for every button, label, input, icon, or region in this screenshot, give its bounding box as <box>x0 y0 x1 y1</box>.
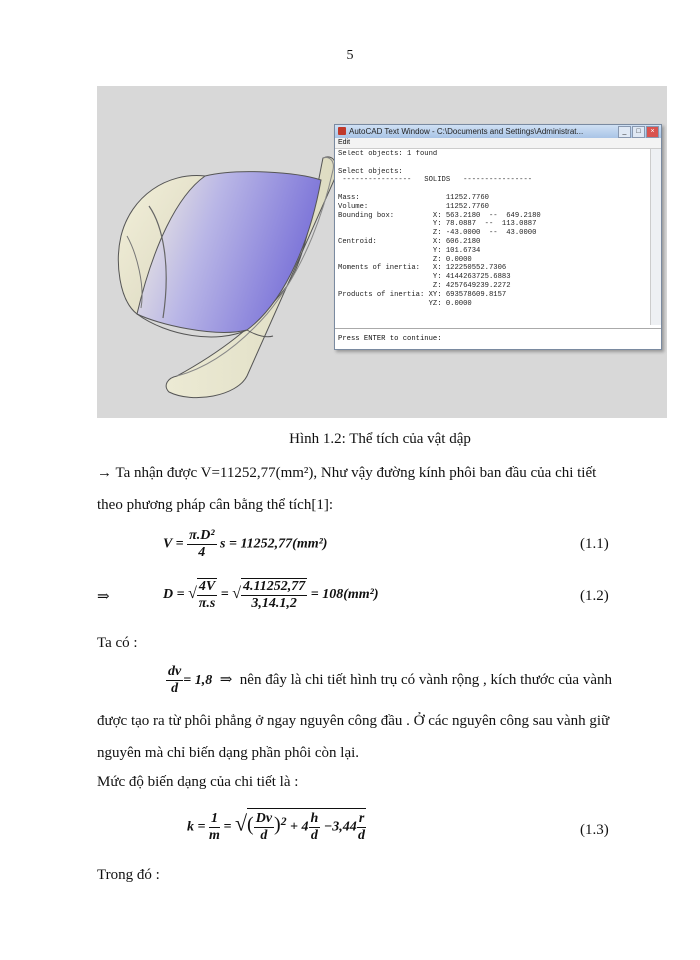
equation-1-3: k = $\frac{1}{m}$ = √( $\frac{Dv}{d}$ )$^2$ + 4 $\frac{h}{d}$ −3,44 $\frac{r}{d}$ <box>187 808 366 844</box>
cad-output-line <box>338 159 646 168</box>
equation-number-1-2: (1.2) <box>580 588 609 604</box>
text-output <box>338 150 646 324</box>
ratio-line: $\frac{dv}{d}$ = 1,8 ⇒ nên đây là chi tiết hình trụ có vành rộng , kích thước của vành <box>168 664 612 696</box>
cad-output-line: Volume: 11252.7760 <box>338 202 489 211</box>
minimize-icon[interactable]: _ <box>618 126 631 138</box>
cad-output-line: Centroid: X: 606.2180 <box>338 237 481 246</box>
page-number: 5 <box>346 48 354 63</box>
cad-output-line: Bounding box: X: 563.2180 -- 649.2180 <box>338 211 541 220</box>
para2-line1: được tạo ra từ phôi phẳng ở ngay nguyên công đầu . Ở các nguyên công sau vành giữ <box>97 713 610 729</box>
cad-output-line: Z: -43.0000 -- 43.0000 <box>338 229 537 238</box>
cad-output-line: Mass: 11252.7760 <box>338 193 489 202</box>
figure-caption: Hình 1.2: Thể tích của vật dập <box>289 431 471 447</box>
autocad-text-window <box>334 124 662 350</box>
figure-cad-screenshot <box>97 86 667 418</box>
implies-arrow: ⇒ <box>97 589 110 605</box>
para3: Mức độ biến dạng của chi tiết là : <box>97 774 299 790</box>
equation-number-1-3: (1.3) <box>580 822 609 838</box>
scrollbar[interactable] <box>650 149 661 325</box>
command-prompt[interactable]: Press ENTER to continue: <box>335 328 661 349</box>
para2-line2: nguyên mà chỉ biến dạng phần phôi còn lại. <box>97 745 360 761</box>
trong-do-text: Trong đó : <box>97 867 160 883</box>
cad-output-line: YZ: 0.0000 <box>338 299 472 308</box>
equation-1-2: D = √ $\frac{4V}{\pi.s}$ = √ $\frac{4.11252,77}{3,14.1,2}$ = 108(mm²) <box>163 579 379 611</box>
autocad-app-icon <box>338 127 346 135</box>
cad-output-line: Z: 4257649239.2272 <box>338 281 511 290</box>
maximize-icon[interactable]: □ <box>632 126 645 138</box>
cad-output-line: Select objects: <box>338 167 403 176</box>
window-titlebar[interactable] <box>335 125 661 138</box>
cad-output-line: Select objects: 1 found <box>338 150 438 158</box>
cad-output-line: Y: 78.0887 -- 113.0887 <box>338 220 537 229</box>
cad-output-line: Y: 101.6734 <box>338 246 481 255</box>
equation-1-1: V = $\frac{\text{π.D²}}{4}$ s = 11252,77(mm²) <box>163 528 328 560</box>
equation-number-1-1: (1.1) <box>580 536 609 552</box>
cad-output-line <box>338 185 646 194</box>
cad-output-line: Y: 4144263725.6883 <box>338 273 511 282</box>
window-title: AutoCAD Text Window - C:\Documents and Settings\Administrat... <box>349 127 584 136</box>
menu-edit[interactable]: Edit <box>335 138 661 149</box>
cad-output-line: Z: 0.0000 <box>338 255 472 264</box>
cad-output-line: ---------------- SOLIDS ---------------- <box>338 176 533 185</box>
cad-output-line: Moments of inertia: X: 122250552.7306 <box>338 264 507 273</box>
cad-output-line: Products of inertia: XY: 693578609.8157 <box>338 290 507 299</box>
ta-co-text: Ta có : <box>97 635 138 651</box>
para1-line1: → Ta nhận được V=11252,77(mm²), Như vậy đường kính phôi ban đầu của chi tiết <box>97 465 597 481</box>
para1-line2: theo phương pháp cân bằng thể tích[1]: <box>97 497 333 513</box>
close-icon[interactable]: × <box>646 126 659 138</box>
